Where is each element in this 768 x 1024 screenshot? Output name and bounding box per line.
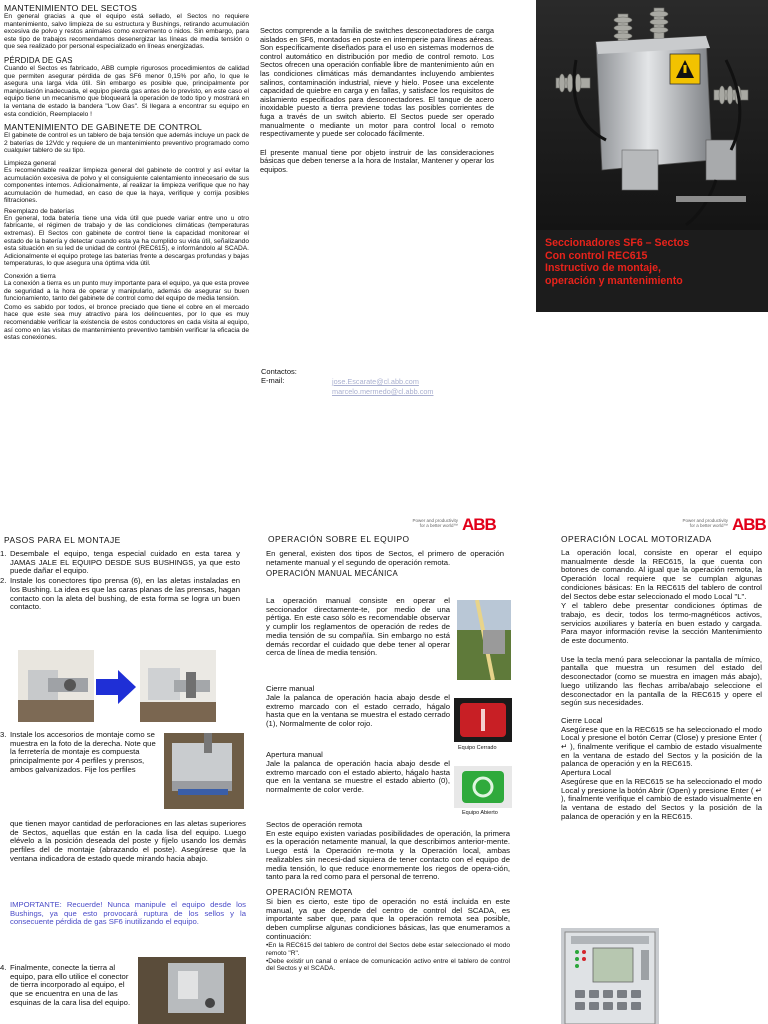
heading-mantenimiento-sectos: MANTENIMIENTO DEL SECTOS <box>4 3 138 13</box>
heading-apertura-manual: Apertura manual <box>266 750 323 759</box>
abb-logo-middle: ABB <box>462 515 496 534</box>
heading-cierre-manual: Cierre manual <box>266 684 315 693</box>
step-text: Instale los conectores tipo prensa (6), en las aletas instaladas en los Bushing. La idea es que las caras planas de las prensas, hagan contacto con la aleta del bushing, de esta forma se logra un buen contacto. <box>10 576 240 612</box>
tagline-line-2: for a better world™ <box>689 523 728 528</box>
cover-title-line-1: Seccionadores SF6 – Sectos <box>545 237 690 249</box>
step-text: Desembale el equipo, tenga especial cuidado en esta tarea y JAMAS JALE EL EQUIPO DESDE SUS BUSHINGS, ya que esto puede dañar el equipo. <box>10 549 240 576</box>
local-text-1: La operación local, consiste en operar el equipo manualmente desde la REC615, la que cuenta con botones de comando. Al igual que la operación remota, la Operación local requiere que se cumplan algunas condiciones básicas: En la REC615 del tablero de control del Sectos debe estar seleccionado el modo Local "L". <box>561 548 762 601</box>
text-perdida-gas: Cuando el Sectos es fabricado, ABB cumple rigurosos procedimientos de calidad que permiten asegurar pérdida de gas SF6 menor 0,15% por año, lo que le asegura una larga vida útil. Sin embargo es posible que, principalmente por manipulación inadecuada, el equipo pierda gas antes de lo previsto, en este caso el equipo tiene un mecanismo que bloqueará la operación de todo tipo y mostrará en la ventana de estado la bandera "Low Gas". Si llegara a encontrar su equipo en esta condición, Reemplacelo ! <box>4 64 249 118</box>
heading-operacion-manual: OPERACIÓN MANUAL MECÁNICA <box>266 569 398 579</box>
local-operation-column <box>561 549 762 821</box>
operation-column-bottom <box>266 821 510 973</box>
heading-operacion-remota-tipos: Sectos de operación remota <box>266 820 363 829</box>
heading-operacion-remota: OPERACIÓN REMOTA <box>266 887 353 897</box>
manual-purpose-text: El presente manual tiene por objeto instruir de las consideraciones básicas que deben tenerse a la hora de Instalar, Mantener y operar los equipos. <box>260 147 494 174</box>
heading-operacion-local: OPERACIÓN LOCAL MOTORIZADA <box>561 534 712 544</box>
heading-reemplazo-baterias: Reemplazo de baterías <box>4 207 75 215</box>
ground-connector-photo <box>138 957 246 1024</box>
sectos-switch-photo <box>536 0 768 230</box>
operation-column-top <box>266 550 504 580</box>
text-cierre-local: Asegúrese que en la REC615 se ha seleccionado el modo Local y presione el botón Cerrar (Close) y presione Enter ( ↵ ), finalmente verifique el cambio de estado visualmente en la ventana de estado del Sectos y la posición de la palanca de operación y en la REC615. <box>561 724 762 769</box>
cover-title <box>545 237 765 287</box>
caption-equipo-abierto: Equipo Abierto <box>462 810 498 816</box>
tagline-line-1: Power and productivity <box>412 518 458 523</box>
heading-conexion-tierra: Conexión a tierra <box>4 273 56 281</box>
caption-equipo-cerrado: Equipo Cerrado <box>458 745 497 751</box>
closed-indicator-photo <box>454 698 512 742</box>
step-text: Finalmente, conecte la tierra al equipo, para ello utilice el conector de tierra incorporado al equipo, el que se encuentra en una de las esquinas de la cara lisa del equipo. <box>10 963 131 1007</box>
text-limpieza-general: Es recomendable realizar limpieza general del gabinete de control y así evitar la acumulación excesiva de polvo y el consiguiente calentamiento innecesario de sus componentes internos. Adicionalmente, al realizar la limpieza verifique que no hay acumulación de humedad, en caso de que la haya, verifique y corrija posibles filtraciones. <box>4 166 249 205</box>
text-operacion-remota-tipos: En este equipo existen variadas posibilidades de operación, la primera es la operación netamente manual, la que describimos anterior-mente. Luego está la Operación re-mota y la Operación local, ambas realizables sin necesi-dad siquiera de tener contacto con el equipo de media tensión, lo que reduce enormemente los riegos de opera-ción, tanto para la red como para el personal de terreno. <box>266 828 510 882</box>
abb-logo-right: ABB <box>732 515 766 534</box>
heading-perdida-gas: PÉRDIDA DE GAS <box>4 55 73 65</box>
rec615-relay-photo <box>561 928 659 1024</box>
important-warning: IMPORTANTE: Recuerde! Nunca manipule el equipo desde los Bushings, ya que esto provocará ruptura de los sellos y la consecuente pérdida de gas SF6 inutilizando el equipo. <box>10 900 246 927</box>
email-label: E-mail: <box>261 376 285 385</box>
cover-title-line-2: Con control REC615 <box>545 249 648 262</box>
step-2 <box>0 577 246 612</box>
text-operacion-manual: La operación manual consiste en operar el seccionador directamente-te, por medio de una pértiga. En este caso sólo es recomendable observar y cumplir los reglamentos de operación de redes de media tensión de su compañía. Sin embargo no está demás recordar el cuidado que debe tener al operar cerca de línea de media tensión. <box>266 596 450 658</box>
operation-intro: En general, existen dos tipos de Sectos, el primero de operación netamente manual y el segundo de operación remota. <box>266 549 504 567</box>
connector-photo-after <box>140 650 216 722</box>
text-apertura-manual: Jale la palanca de operación hacia abajo desde el extremo marcado con el estado abierto, hágalo hasta que en la ventana se muestre el estado abierto (0), normalmente de color verde. <box>266 759 450 795</box>
intro-column <box>260 27 494 175</box>
step-3-continued: que tienen mayor cantidad de perforaciones en las aletas superiores de Sectos, aquellas que están en la cada lisa del equipo. Luego elévelo a la posición deseada del poste y fíjelo usando los demás perfiles del de montaje (abrazando el poste). Asegúrese que la ventana indicadora de estado quede mirando hacia abajo. <box>10 819 246 863</box>
abb-tagline-right <box>640 518 728 528</box>
text-reemplazo-baterias: En general, toda batería tiene una vida útil que puede variar entre uno u otro fabricante, el régimen de trabajo y de las condiciones climáticas (temperaturas extremas). El Sectos con gabinete de control tiene la capacidad monitorear el estado de la batería y detectar cuando esta ya ha cumplido su vida útil, señalizando esta situación en su led de unidad de control (REC615), e informándolo al SCADA. Adicionalmente el equipo protege las baterías frente a descargas profundas y bajas temperaturas, lo que asegura una óptima vida útil. <box>4 214 249 268</box>
tagline-line-1: Power and productivity <box>682 518 728 523</box>
text-apertura-local: Asegúrese que en la REC615 se ha seleccionado el modo Local y presione la botón Abrir (Open) y presione Enter ( ↵ ), finalmente verifique el cambio de estado visualmente en la ventana de estado del Sectos y la posición de la palanca de operación y en la REC615. <box>561 776 762 821</box>
remote-condition-1: •En la REC615 del tablero de control del Sectos debe estar seleccionado el modo remoto "R". <box>266 942 510 958</box>
step-number: 1. <box>0 549 7 558</box>
connector-photo-before <box>18 650 94 722</box>
step-4 <box>0 964 136 1008</box>
heading-apertura-local: Apertura Local <box>561 768 611 778</box>
heading-limpieza-general: Limpieza general <box>4 159 56 167</box>
maintenance-column <box>4 3 249 343</box>
text-conexion-tierra-2: Como es sabido por todos, el bronce preciado que tiene el cobre en el mercado hace que este sea muy atractivo para los delincuentes, por lo que es muy recomendable verificar la existencia de estos conductores en cada visita al equipo, así como en las visitas de mantenimiento preventivo también verificar la eficacia de estas conexiones. <box>4 303 249 342</box>
step-number: 2. <box>0 576 7 586</box>
email-link-1[interactable]: jose.Escarate@cl.abb.com <box>332 377 419 386</box>
open-indicator-photo <box>454 766 512 808</box>
mounting-hardware-photo <box>164 733 244 809</box>
remote-condition-2: •Debe existir un canal o enlace de comunicación activo entre el tablero de control del Sectos y el SCADA. <box>266 957 510 973</box>
text-mantenimiento-sectos: En general gracias a que el equipo está sellado, el Sectos no requiere mantenimiento, salvo limpieza de su estructura y Bushings, retirando acumulación excesiva de polvo y restos animales como excremento o nidos. Sin embargo, para este tipo de trabajos recomendamos desenergizar las líneas de media tensión o que sea realizado por personal especializado en líneas energizadas. <box>4 13 249 51</box>
arrow-right-icon <box>94 668 138 706</box>
email-link-2[interactable]: marcelo.mermedo@cl.abb.com <box>332 387 434 396</box>
abb-tagline-middle <box>370 518 458 528</box>
heading-operacion-equipo: OPERACIÓN SOBRE EL EQUIPO <box>268 534 410 544</box>
text-conexion-tierra-1: La conexión a tierra es un punto muy importante para el equipo, ya que esta provee de seguridad a la hora de operar y manipularlo, además de asegurar su buen funcionamiento, tanto del gabinete de control como del equipo de media tensión. <box>4 280 249 303</box>
hook-stick-photo <box>457 600 511 680</box>
heading-pasos-montaje: PASOS PARA EL MONTAJE <box>4 535 121 545</box>
step-text: Instale los accesorios de montaje como se muestra en la foto de la derecha. Note que la ferretería de montaje es compuesta principalmente por 4 perfiles y prensos, ambos galvanizados. Fije los perfiles <box>10 730 156 774</box>
step-number: 4. <box>0 963 7 972</box>
text-mantenimiento-gabinete: El gabinete de control es un tablero de baja tensión que además incluye un pack de 2 baterías de 12Vdc y requiere de un mantenimiento preventivo programado como cualquier tablero de su tipo. <box>4 132 249 155</box>
step-number: 3. <box>0 730 7 739</box>
local-text-3: Use la tecla menú para seleccionar la pantalla de mímico, pantalla que muestra un resumen del estado del desconectador (como se muestra en imagen más abajo), luego utilizando las flechas arriba/abajo seleccione el desconectador en la pantalla de la REC615 y opere el según sus necesidades. <box>561 654 762 708</box>
cover-subtitle-line-2: operación y mantenimiento <box>545 274 683 287</box>
contacts-label: Contactos: <box>261 367 297 376</box>
intro-text: Sectos comprende a la familia de switches desconectadores de carga aislados en SF6, montados en poste en intemperie para líneas aéreas. Son específicamente diseñados para el uso en sistemas modernos de control automático en distribución por medio de control remoto. Los Sectos ofrecen una operación confiable libre de mantenimiento aún en las condiciones climáticas más demandantes incluyendo ambientes salinos, contaminación industrial, nieve y hielo. Posee una excelente capacidad de quiebre en carga y en fallas, y satisface los requisitos de aislamiento especificados para desconectadores. El tanque de acero inoxidable puesto a tierra previene todas las posibles corrientes de fuga a través de un switch abierto. El Sectos puede ser operado manualmente o mediante un motor para control local o remoto respectivamente y puede ser colocado fácilmente. <box>260 26 494 139</box>
contacts-block <box>261 367 501 396</box>
mounting-steps <box>0 550 246 612</box>
step-1 <box>0 550 246 576</box>
tagline-line-2: for a better world™ <box>419 523 458 528</box>
step-3 <box>0 731 160 775</box>
text-operacion-remota: Si bien es cierto, este tipo de operación no está incluida en este manual, ya que depende del centro de control del SCADA, es importante saber que, para que la operación remota sea posible, deben cumplirse algunas condiciones básicas, las que enumeramos a continuación: <box>266 896 510 941</box>
local-text-2: Y el tablero debe presentar condiciones óptimas de trabajo, es decir, todos los termo-magnéticos activos, servicios auxiliares y batería en buen estado y cargada. Para mayor información revise la sección Mantenimiento de este documento. <box>561 601 762 646</box>
cover-panel <box>536 0 768 312</box>
cover-subtitle-line-1: Instructivo de montaje, <box>545 262 661 275</box>
text-cierre-manual: Jale la palanca de operación hacia abajo desde el extremo marcado con el estado cerrado, hágalo hasta que en la ventana se muestra el estado cerrado (1), Normalmente de color rojo. <box>266 693 450 729</box>
heading-mantenimiento-gabinete: MANTENIMIENTO DE GABINETE DE CONTROL <box>4 122 203 133</box>
heading-cierre-local: Cierre Local <box>561 715 603 725</box>
